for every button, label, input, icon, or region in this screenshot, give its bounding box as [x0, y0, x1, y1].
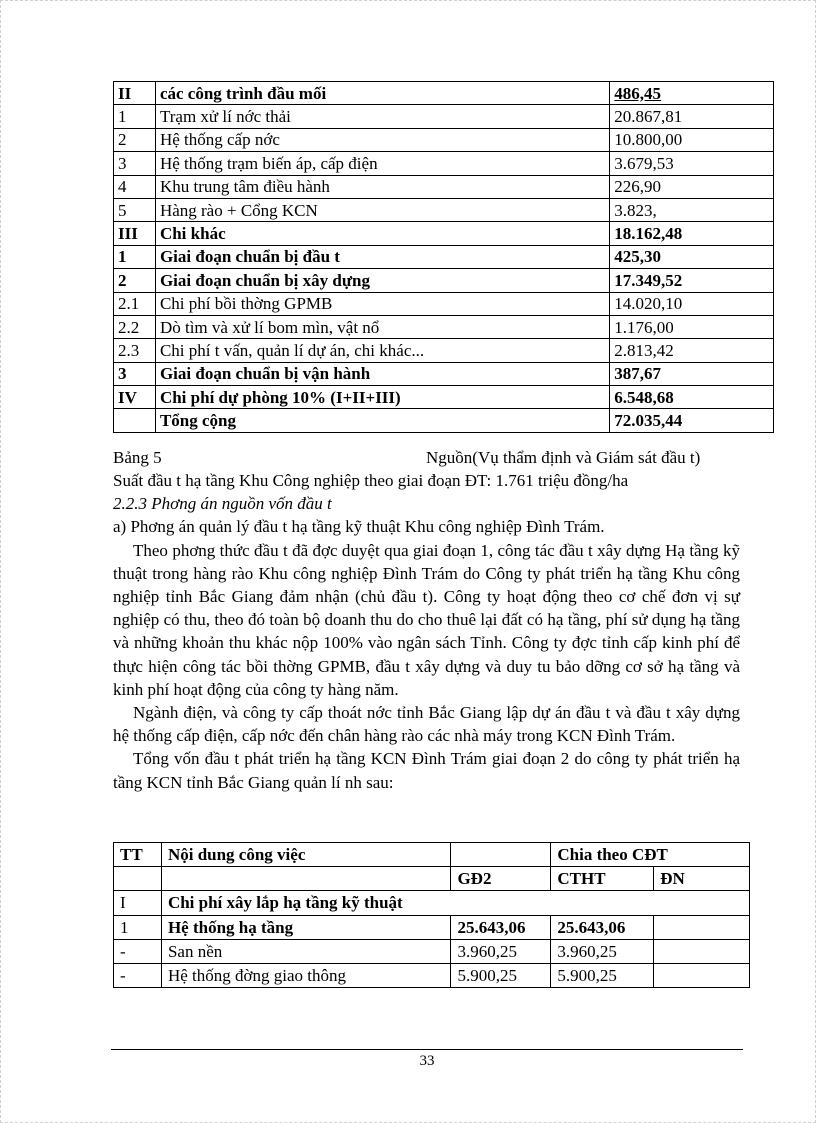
table-row [114, 82, 774, 105]
row-gd2-value: 5.900,25 [451, 963, 551, 987]
row-value: 2.813,42 [610, 339, 774, 362]
table-subheader-row [114, 867, 750, 891]
section-name: Chi phí xây lắp hạ tầng kỹ thuật [161, 891, 749, 915]
header-dn: ĐN [654, 867, 750, 891]
row-value: 226,90 [610, 175, 774, 198]
row-item-name: Giai đoạn chuẩn bị vận hành [155, 362, 609, 385]
row-gd2-value: 25.643,06 [451, 915, 551, 939]
row-number: 1 [114, 245, 156, 268]
row-number: 2.3 [114, 339, 156, 362]
row-item-name: Khu trung tâm điều hành [155, 175, 609, 198]
table-row [114, 152, 774, 175]
row-dn-value [654, 939, 750, 963]
row-value: 72.035,44 [610, 409, 774, 432]
row-number: 2.1 [114, 292, 156, 315]
row-number: II [114, 82, 156, 105]
paragraph-3: Tổng vốn đầu t phát triển hạ tầng KCN Đình Trám giai đoạn 2 do công ty phát triển hạ tầng KCN tỉnh Bắc Giang quản lí nh sau: [113, 749, 740, 792]
row-item-name: Hệ thống cấp nớc [155, 128, 609, 151]
header-ctht: CTHT [551, 867, 654, 891]
header-split: Chia theo CĐT [551, 843, 750, 867]
row-item-name: Chi khác [155, 222, 609, 245]
footer-rule [111, 1049, 743, 1050]
row-item-name: Hệ thống đờng giao thông [161, 963, 451, 987]
subheader-empty-1 [114, 867, 162, 891]
row-gd2-value: 3.960,25 [451, 939, 551, 963]
caption-table-number: Bảng 5 [113, 448, 162, 467]
row-value: 1.176,00 [610, 315, 774, 338]
table-row [114, 386, 774, 409]
investment-rate-line: Suất đầu t hạ tầng Khu Công nghiệp theo giai đoạn ĐT: 1.761 triệu đồng/ha [113, 471, 629, 490]
paragraph-2: Ngành điện, và công ty cấp thoát nớc tỉnh Bắc Giang lập dự án đầu t và đầu t xây dựng hệ thống cấp điện, cấp nớc đến chân hàng rào các nhà máy trong KCN Đình Trám. [113, 703, 740, 746]
row-value: 425,30 [610, 245, 774, 268]
row-number: 3 [114, 362, 156, 385]
table-row [114, 269, 774, 292]
row-item-name: Hệ thống trạm biến áp, cấp điện [155, 152, 609, 175]
row-item-name: Tổng cộng [155, 409, 609, 432]
paragraph-1: Theo phơng thức đầu t đã đợc duyệt qua giai đoạn 1, công tác đầu t xây dựng Hạ tầng kỹ thuật trong hàng rào Khu công nghiệp Đình Trám do Công ty phát triển hạ tầng Khu công nghiệp tỉnh Bắc Giang đảm nhận (chủ đầu t). Công ty hoạt động theo cơ chế đơn vị sự nghiệp có thu, theo đó toàn bộ doanh thu do cho thuê lại đất có hạ tầng, phí sử dụng hạ tầng và những khoản thu khác nộp 100% vào ngân sách Tỉnh. Công ty đợc tỉnh cấp kinh phí để thực hiện công tác bồi thờng GPMB, đầu t xây dựng và duy tu bảo dỡng cơ sở hạ tầng và kinh phí hoạt động của công ty hàng năm. [113, 540, 740, 699]
row-item-name: San nền [161, 939, 451, 963]
section-heading: 2.2.3 Phơng án nguồn vốn đầu t [113, 494, 332, 514]
table-row [114, 128, 774, 151]
table-row [114, 175, 774, 198]
subheader-empty-2 [161, 867, 451, 891]
row-ctht-value: 5.900,25 [551, 963, 654, 987]
page-number: 33 [419, 1053, 435, 1069]
header-gd2: GĐ2 [451, 867, 551, 891]
cost-table [113, 81, 774, 433]
table-row [114, 245, 774, 268]
header-content: Nội dung công việc [161, 843, 451, 867]
row-number: 2 [114, 128, 156, 151]
row-item-name: các công trình đầu mối [155, 82, 609, 105]
table-row [114, 198, 774, 221]
table-header-row [114, 843, 750, 867]
row-number: 1 [114, 915, 162, 939]
table-row [114, 939, 750, 963]
row-number: 3 [114, 152, 156, 175]
section-row [114, 891, 750, 915]
row-number: IV [114, 386, 156, 409]
row-ctht-value: 25.643,06 [551, 915, 654, 939]
section-no: I [114, 891, 162, 915]
row-item-name: Giai đoạn chuẩn bị xây dựng [155, 269, 609, 292]
table-row [114, 222, 774, 245]
caption-source: Nguồn(Vụ thẩm định và Giám sát đầu t) [426, 448, 701, 467]
table-row [114, 409, 774, 432]
row-item-name: Chi phí dự phòng 10% (I+II+III) [155, 386, 609, 409]
row-number: 4 [114, 175, 156, 198]
row-item-name: Trạm xử lí nớc thải [155, 105, 609, 128]
row-number: 2.2 [114, 315, 156, 338]
row-value: 14.020,10 [610, 292, 774, 315]
row-value: 3.679,53 [610, 152, 774, 175]
row-item-name: Hệ thống hạ tầng [161, 915, 451, 939]
row-value: 10.800,00 [610, 128, 774, 151]
row-value: 387,67 [610, 362, 774, 385]
row-dn-value [654, 963, 750, 987]
capital-table [113, 842, 750, 988]
row-value: 3.823, [610, 198, 774, 221]
row-item-name: Hàng rào + Cổng KCN [155, 198, 609, 221]
row-value: 18.162,48 [610, 222, 774, 245]
row-value: 17.349,52 [610, 269, 774, 292]
table-row [114, 915, 750, 939]
table-row [114, 315, 774, 338]
row-value: 486,45 [610, 82, 774, 105]
body-text [113, 469, 740, 794]
row-item-name: Chi phí t vấn, quản lí dự án, chi khác... [155, 339, 609, 362]
table-row [114, 362, 774, 385]
row-value: 20.867,81 [610, 105, 774, 128]
table-row [114, 105, 774, 128]
row-number: 1 [114, 105, 156, 128]
row-dn-value [654, 915, 750, 939]
row-number: - [114, 963, 162, 987]
row-number [114, 409, 156, 432]
row-item-name: Dò tìm và xử lí bom mìn, vật nổ [155, 315, 609, 338]
row-number: - [114, 939, 162, 963]
table-row [114, 963, 750, 987]
row-item-name: Chi phí bồi thờng GPMB [155, 292, 609, 315]
row-number: 2 [114, 269, 156, 292]
subheading-a: a) Phơng án quản lý đầu t hạ tầng kỹ thuật Khu công nghiệp Đình Trám. [113, 517, 605, 537]
row-value: 6.548,68 [610, 386, 774, 409]
header-empty [451, 843, 551, 867]
header-tt: TT [114, 843, 162, 867]
row-item-name: Giai đoạn chuẩn bị đầu t [155, 245, 609, 268]
row-number: III [114, 222, 156, 245]
table-caption [113, 446, 743, 469]
row-number: 5 [114, 198, 156, 221]
table-row [114, 292, 774, 315]
table-row [114, 339, 774, 362]
row-ctht-value: 3.960,25 [551, 939, 654, 963]
